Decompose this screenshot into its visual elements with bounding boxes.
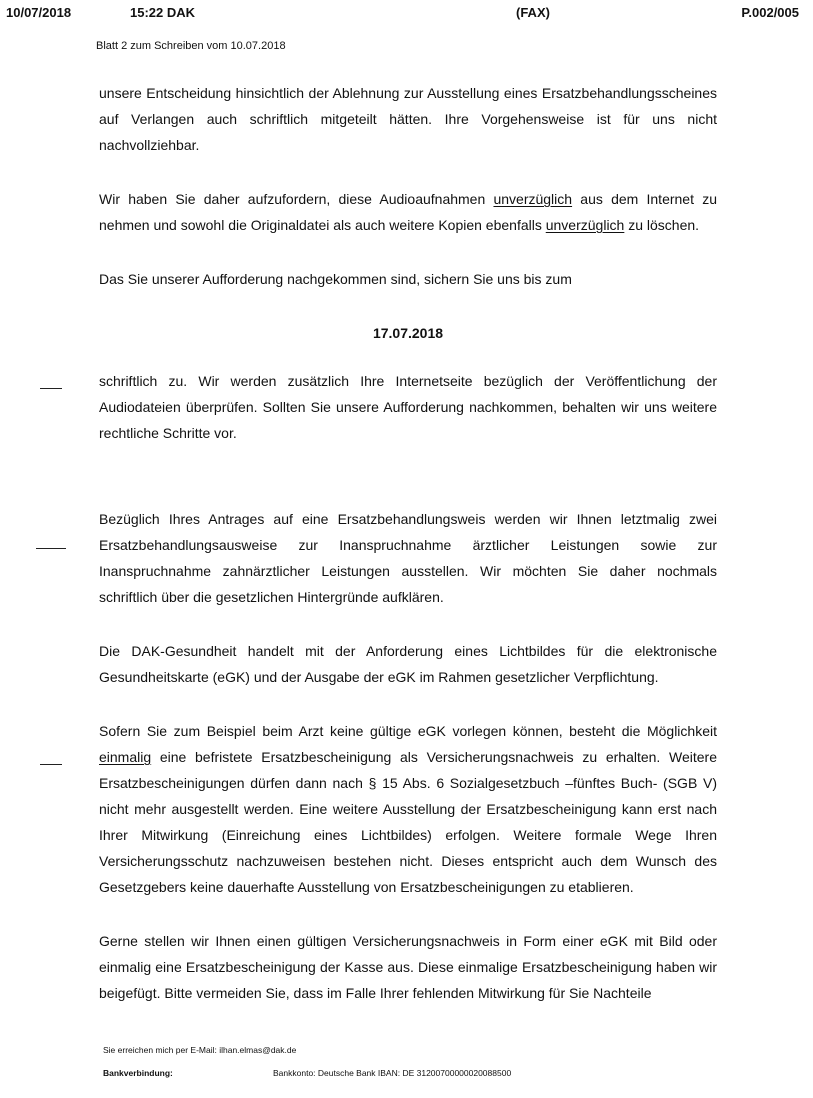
emphasis-unverzueglich-1: unverzüglich <box>493 191 573 207</box>
emphasis-einmalig: einmalig <box>99 749 152 765</box>
emphasis-unverzueglich-2: unverzüglich <box>545 217 625 233</box>
deadline-date: 17.07.2018 <box>372 325 444 341</box>
paragraph-legal-steps: schriftlich zu. Wir werden zusätzlich Ihre Internetseite bezüglich der Veröffentlichung der Audiodateien überprüfen. Sollten Sie unsere Aufforderung nachkommen, behalten wir uns weitere rechtliche Schritte vor. <box>99 373 717 441</box>
fax-date: 10/07/2018 <box>6 5 72 20</box>
paragraph-one-time-certificate: Sofern Sie zum Beispiel beim Arzt keine gültige eGK vorlegen können, besteht die Möglichkeit einmalig eine befristete Ersatzbescheinigung als Versicherungsnachweis zu erhalten. Weitere Ersatzbescheinigungen dürfen dann nach § 15 Abs. 6 Sozialgesetzbuch –fünftes Buch- (SGB V) nicht mehr ausgestellt werden. Eine weitere Ausstellung der Ersatzbescheinigung kann erst nach Ihrer Mitwirkung (Einreichung eines Lichtbildes) erfolgen. Weitere formale Wege Ihren Versicherungsschutz nachzuweisen bestehen nicht. Dieses entspricht auch dem Wunsch des Gesetzgebers keine dauerhafte Ausstellung von Ersatzbescheinigungen zu etablieren. <box>99 723 717 895</box>
fax-header <box>0 0 813 26</box>
paragraph-demand-removal: Wir haben Sie daher aufzufordern, diese Audioaufnahmen unverzüglich aus dem Internet zu nehmen und sowohl die Originaldatei als auch weitere Kopien ebenfalls unverzüglich zu löschen. <box>99 191 717 233</box>
fax-mode: (FAX) <box>516 5 550 20</box>
footer-email: Sie erreichen mich per E-Mail: ilhan.elmas@dak.de <box>103 1045 297 1055</box>
bank-details: Bankkonto: Deutsche Bank IBAN: DE 31200700000020088500 <box>273 1068 512 1078</box>
fax-page-number: P.002/005 <box>741 5 799 20</box>
letter-body <box>99 80 717 1034</box>
fax-time-sender: 15:22 DAK <box>130 5 196 20</box>
paragraph-decision: unsere Entscheidung hinsichtlich der Ablehnung zur Ausstellung eines Ersatzbehandlungsscheines auf Verlangen auch schriftlich mitgeteilt hätten. Ihre Vorgehensweise ist für uns nicht nachvollziehbar. <box>99 85 717 153</box>
paragraph-replacement-ids: Bezüglich Ihres Antrages auf eine Ersatzbehandlungsweis werden wir Ihnen letztmalig zwei Ersatzbehandlungsausweise zur Inanspruchnahme ärztlicher Leistungen sowie zur Inanspruchnahme zahnärztlicher Leistungen ausstellen. Wir möchten Sie daher nochmals schriftlich über die gesetzlichen Hintergründe aufklären. <box>99 511 717 605</box>
sheet-reference: Blatt 2 zum Schreiben vom 10.07.2018 <box>96 40 286 52</box>
paragraph-legal-obligation: Die DAK-Gesundheit handelt mit der Anforderung eines Lichtbildes für die elektronische Gesundheitskarte (eGK) und der Ausgabe der eGK im Rahmen gesetzlicher Verpflichtung. <box>99 643 717 685</box>
margin-fold-mark <box>40 388 62 389</box>
paragraph-confirmation-request: Das Sie unserer Aufforderung nachgekommen sind, sichern Sie uns bis zum <box>99 271 572 287</box>
margin-fold-mark <box>40 764 62 765</box>
margin-punch-mark <box>36 548 66 549</box>
footer-bank <box>103 1068 603 1078</box>
paragraph-insurance-proof: Gerne stellen wir Ihnen einen gültigen Versicherungsnachweis in Form einer eGK mit Bild oder einmalig eine Ersatzbescheinigung der Kasse aus. Diese einmalige Ersatzbescheinigung haben wir beigefügt. Bitte vermeiden Sie, dass im Falle Ihrer fehlenden Mitwirkung für Sie Nachteile <box>99 933 717 1001</box>
bank-label: Bankverbindung: <box>103 1068 173 1078</box>
